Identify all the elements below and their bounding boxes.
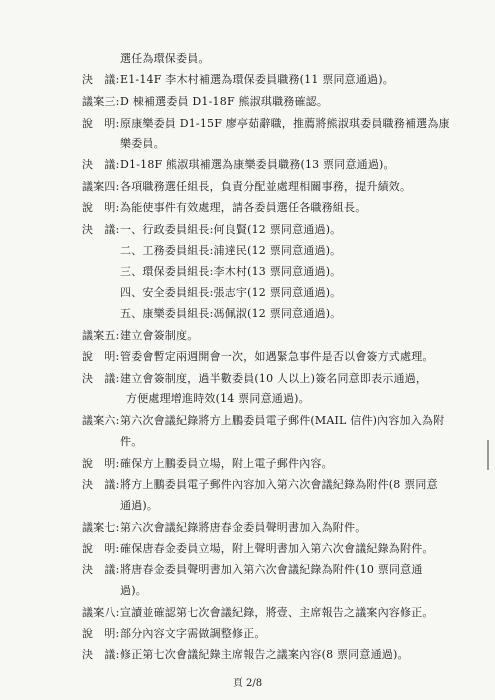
line-text: 四、安全委員組長:張志宇(12 票同意通過)。 (120, 286, 342, 299)
line-1 (120, 52, 210, 66)
line-text: 二、工務委員組長:浦達民(12 票同意通過)。 (120, 244, 342, 257)
line-9 (82, 223, 341, 237)
line-text: D1-18F 熊淑琪補選為康樂委員職務(13 票同意通過)。 (120, 158, 395, 171)
line-text: 通過)。 (120, 499, 159, 512)
line-label: 決 議: (82, 73, 120, 86)
line-label: 議案七: (82, 521, 120, 534)
line-text: E1-14F 李木村補選為環保委員職務(11 票同意通過)。 (120, 73, 394, 86)
line-18 (82, 414, 444, 428)
line-label: 決 議: (82, 648, 120, 661)
line-15 (82, 350, 434, 364)
line-text: 一、行政委員組長:何良賢(12 票同意通過)。 (120, 223, 342, 236)
line-19 (120, 435, 142, 449)
line-23 (82, 521, 366, 535)
line-text: 原康樂委員 D1-15F 廖亭茹辭職，推薦將熊淑琪委員職務補選為康 (120, 117, 450, 130)
line-text: 宣讀並確認第七次會議紀錄，將壹、主席報告之議案內容修正。 (120, 606, 434, 619)
line-text: D 棟補選委員 D1-18F 熊淑琪職務確認。 (120, 95, 329, 108)
line-text: 建立會簽制度。 (120, 329, 199, 342)
line-10 (120, 244, 341, 258)
line-8 (82, 201, 366, 215)
line-text: 件。 (120, 435, 143, 448)
line-text: 第六次會議紀錄將唐春金委員聲明書加入為附件。 (120, 521, 367, 534)
line-text: 第六次會議紀錄將方上鵬委員電子郵件(MAIL 信件)內容加入為附 (120, 414, 445, 427)
line-text: 管委會暫定兩週開會一次，如遇緊急事件是否以會簽方式處理。 (120, 350, 434, 363)
line-label: 說 明: (82, 350, 120, 363)
line-label: 議案六: (82, 414, 120, 427)
line-label: 議案三: (82, 95, 120, 108)
line-13 (120, 307, 341, 321)
line-22 (120, 499, 158, 513)
line-text: 建立會簽制度，過半數委員(10 人以上)簽名同意即表示通過， (120, 372, 428, 385)
line-3 (82, 95, 328, 109)
line-text: 為能使事件有效處理，請各委員選任各職務組長。 (120, 201, 367, 214)
line-text: 三、環保委員組長:李木村(13 票同意通過)。 (120, 265, 342, 278)
line-label: 說 明: (82, 457, 120, 470)
line-29 (82, 648, 409, 662)
line-label: 說 明: (82, 117, 120, 130)
line-label: 決 議: (82, 478, 120, 491)
line-text: 方便處理增進時效(14 票同意通過)。 (126, 392, 310, 405)
line-label: 決 議: (82, 223, 120, 236)
line-text: 選任為環保委員。 (120, 52, 210, 65)
line-label: 說 明: (82, 201, 120, 214)
line-label: 決 議: (82, 158, 120, 171)
line-text: 修正第七次會議紀錄主席報告之議案內容(8 票同意通過)。 (120, 648, 409, 661)
line-text: 確保方上鵬委員立場，附上電子郵件內容。 (120, 457, 333, 470)
line-5 (120, 137, 165, 151)
line-label: 議案八: (82, 606, 120, 619)
line-21 (82, 478, 438, 492)
line-label: 決 議: (82, 563, 120, 576)
line-text: 各項職務選任組長，負責分配並處理相關事務，提升績效。 (120, 180, 412, 193)
line-label: 說 明: (82, 542, 120, 555)
line-26 (120, 584, 147, 598)
line-text: 五、康樂委員組長:馮佩淑(12 票同意通過)。 (120, 307, 342, 320)
line-17 (126, 392, 310, 406)
line-11 (120, 265, 341, 279)
line-7 (82, 180, 411, 194)
line-text: 確保唐春金委員立場，附上聲明書加入第六次會議紀錄為附件。 (120, 542, 434, 555)
line-16 (82, 372, 427, 386)
line-label: 決 議: (82, 372, 120, 385)
line-6 (82, 158, 395, 172)
line-27 (82, 606, 434, 620)
line-28 (82, 627, 266, 641)
line-label: 議案四: (82, 180, 120, 193)
line-24 (82, 542, 434, 556)
scan-edge-mark (487, 440, 489, 470)
line-14 (82, 329, 198, 343)
line-text: 樂委員。 (120, 137, 165, 150)
line-label: 議案五: (82, 329, 120, 342)
line-12 (120, 286, 341, 300)
line-20 (82, 457, 333, 471)
line-text: 將唐春金委員聲明書加入第六次會議紀錄為附件(10 票同意通 (120, 563, 423, 576)
line-25 (82, 563, 423, 577)
line-text: 將方上鵬委員電子郵件內容加入第六次會議紀錄為附件(8 票同意 (120, 478, 438, 491)
line-text: 部分內容文字需做調整修正。 (120, 627, 266, 640)
line-text: 過)。 (120, 584, 147, 597)
line-label: 說 明: (82, 627, 120, 640)
line-2 (82, 73, 394, 87)
page-number: 頁 2/8 (232, 678, 263, 689)
line-4 (82, 117, 450, 131)
